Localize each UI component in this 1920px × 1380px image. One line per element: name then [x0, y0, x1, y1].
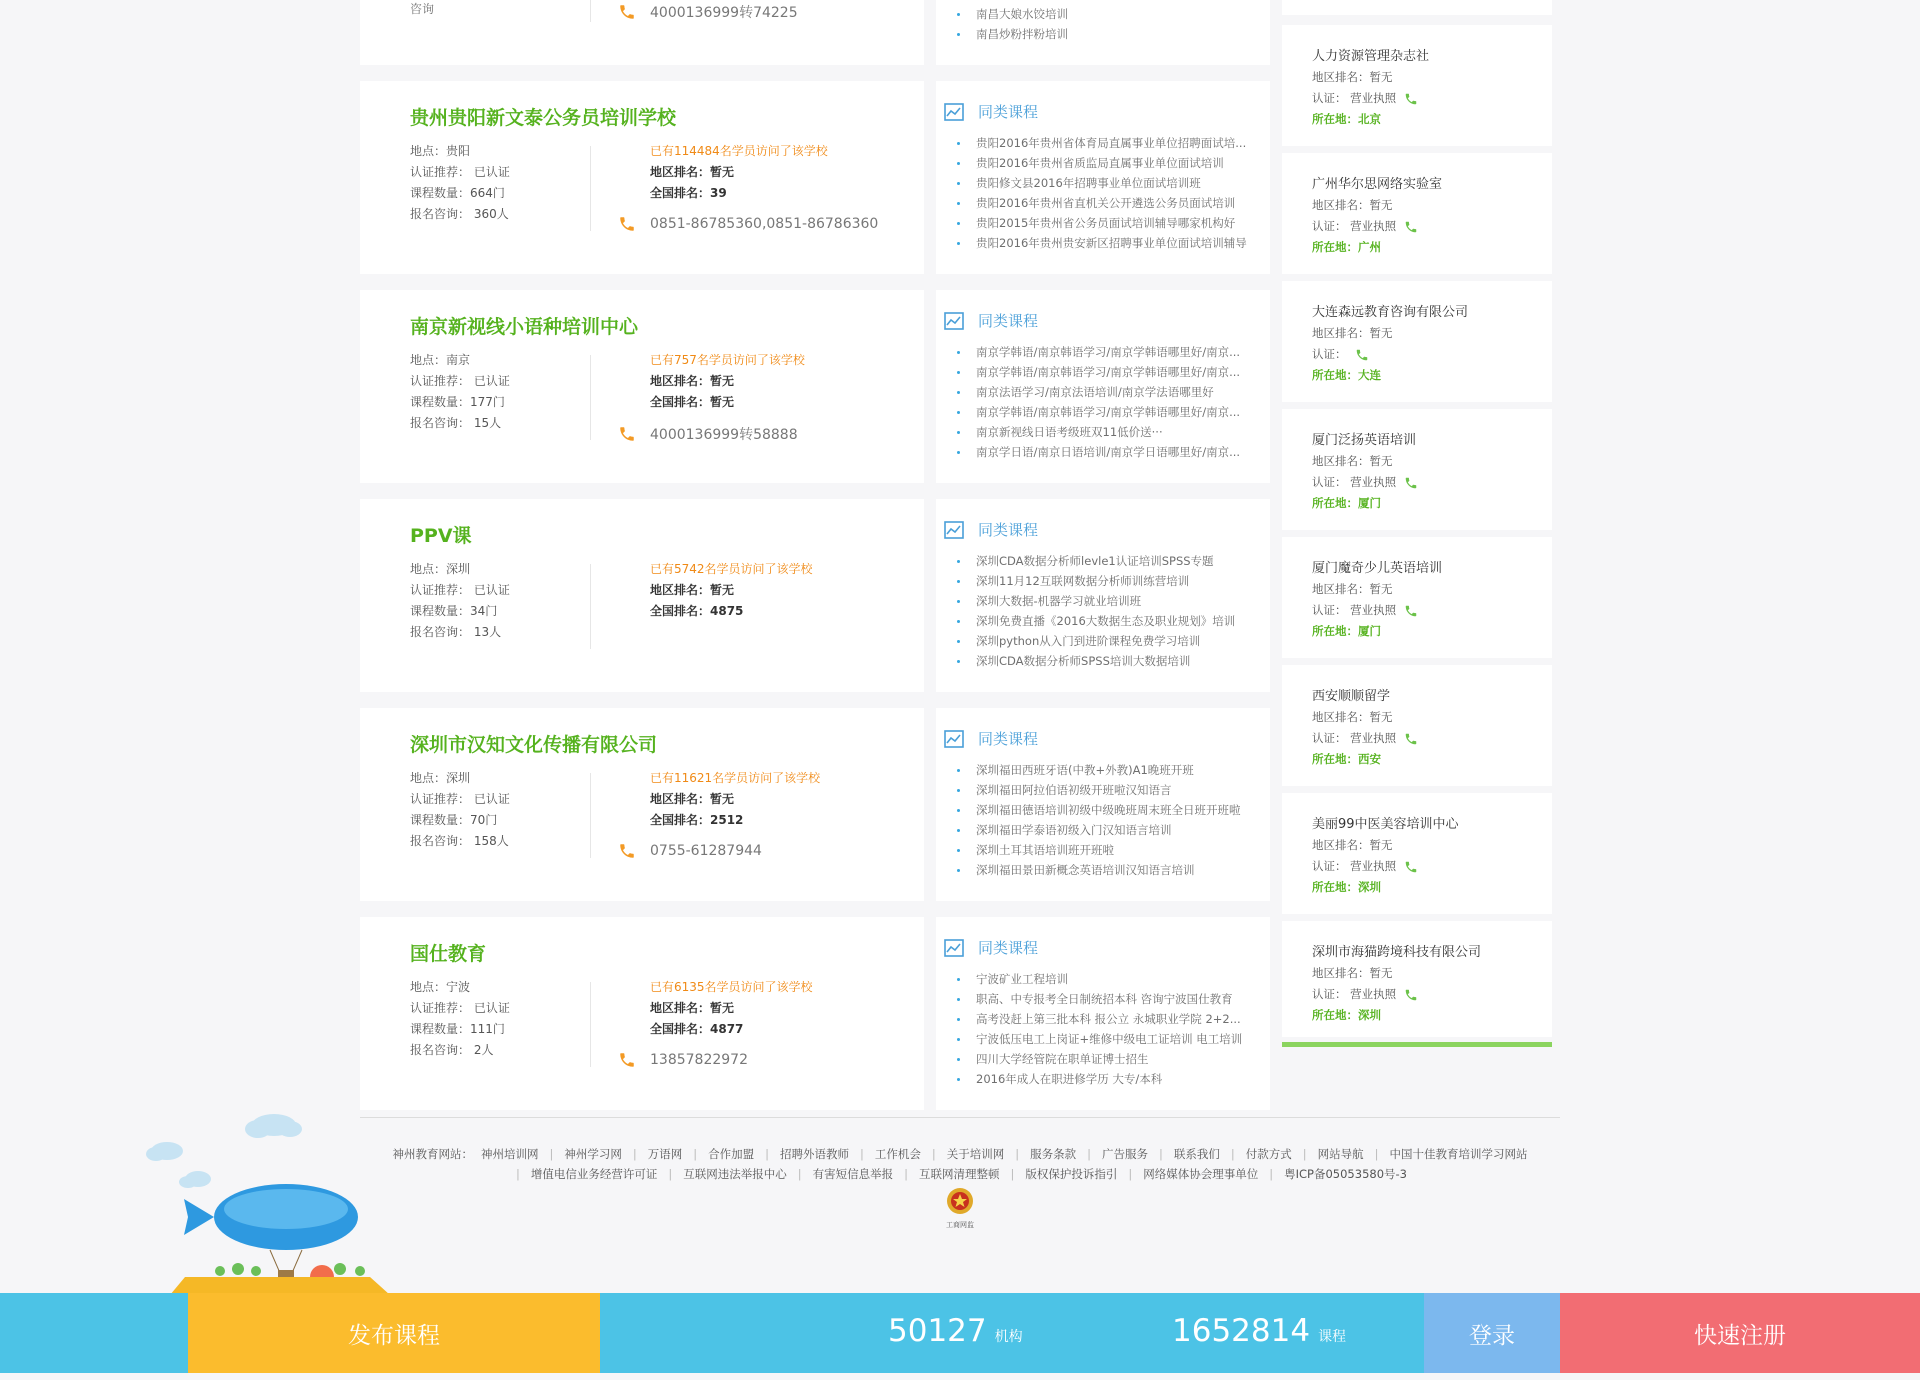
publish-course-button[interactable]: 发布课程 [188, 1293, 600, 1373]
footer-link[interactable]: 中国十佳教育培训学习网站 [1389, 1147, 1528, 1161]
course-link[interactable]: 深圳土耳其语培训班开班啦 [956, 840, 1256, 860]
region-rank: 地区排名：暂无 [650, 792, 735, 806]
footer-link[interactable]: 付款方式 [1245, 1147, 1292, 1161]
footer-link[interactable]: 服务条款 [1030, 1147, 1077, 1161]
phone-icon [1404, 604, 1418, 618]
institution-cert: 认证： 营业执照 [1312, 91, 1397, 105]
course-count: 1652814 [1172, 1313, 1311, 1349]
footer-link[interactable]: 工作机会 [874, 1147, 921, 1161]
related-courses-label[interactable]: 同类课程 [978, 730, 1039, 748]
school-stats [650, 350, 805, 413]
footer-link[interactable]: 神州培训网 [481, 1147, 539, 1161]
school-name-link[interactable]: PPV课 [410, 525, 472, 547]
course-link[interactable]: 南京学韩语/南京韩语学习/南京学韩语哪里好/南京... [956, 362, 1256, 382]
school-name-link[interactable]: 深圳市汉知文化传播有限公司 [410, 734, 658, 756]
visit-count: 已有11621名学员访问了该学校 [650, 771, 821, 785]
chart-icon [944, 521, 964, 539]
institution-card [1282, 25, 1552, 146]
phone-row [618, 424, 798, 444]
shield-badge-icon [945, 1186, 975, 1216]
school-course-count: 课程数量：111门 [410, 1022, 505, 1036]
institution-cert: 认证： 营业执照 [1312, 731, 1397, 745]
footer-link[interactable]: 合作加盟 [708, 1147, 755, 1161]
footer-link[interactable]: 版权保护投诉指引 [1025, 1167, 1118, 1181]
course-link[interactable]: 贵阳2016年贵州省直机关公开遴选公务员面试培训 [956, 193, 1256, 213]
footer-links-row1 [360, 1146, 1560, 1162]
institution-rank: 地区排名：暂无 [1312, 838, 1393, 852]
institution-cert-row [1312, 216, 1552, 237]
course-link[interactable]: 南昌大娘水饺培训 [956, 4, 1256, 24]
institution-card [1282, 793, 1552, 914]
related-courses-heading [944, 310, 1038, 331]
course-link[interactable]: 深圳福田景田新概念英语培训汉知语言培训 [956, 860, 1256, 880]
school-cert: 认证推荐： 已认证 [410, 165, 510, 179]
separator: | [1269, 1167, 1274, 1181]
institution-location: 所在地：厦门 [1312, 624, 1381, 638]
school-cert: 认证推荐： 已认证 [410, 583, 510, 597]
footer-link[interactable]: 招聘外语教师 [780, 1147, 849, 1161]
footer-link[interactable]: 神州学习网 [564, 1147, 622, 1161]
phone-icon [618, 215, 636, 233]
phone-number: 4000136999转58888 [650, 427, 798, 443]
school-card-partial [360, 0, 924, 65]
school-info [410, 977, 510, 1061]
institution-cert-row [1312, 856, 1552, 877]
institution-list-bottom-bar [1282, 1042, 1552, 1047]
school-card [360, 917, 924, 1110]
school-stats [650, 559, 813, 622]
institution-name-link[interactable]: 美丽99中医美容培训中心 [1312, 817, 1459, 832]
phone-icon [618, 842, 636, 860]
separator: | [860, 1147, 864, 1161]
course-link[interactable]: 贵阳修文县2016年招聘事业单位面试培训班 [956, 173, 1256, 193]
chart-icon [944, 939, 964, 957]
school-name-link[interactable]: 贵州贵阳新文泰公务员培训学校 [410, 107, 677, 129]
separator: | [797, 1167, 802, 1181]
separator: | [1159, 1147, 1163, 1161]
footer-link[interactable]: 网站导航 [1317, 1147, 1364, 1161]
course-link[interactable]: 贵阳2015年贵州省公务员面试培训辅导哪家机构好 [956, 213, 1256, 233]
region-rank: 地区排名：暂无 [650, 165, 735, 179]
national-rank: 全国排名：2512 [650, 813, 744, 827]
institution-name-link[interactable]: 人力资源管理杂志社 [1312, 49, 1430, 64]
institution-location: 所在地：北京 [1312, 112, 1381, 126]
course-link[interactable]: 深圳福田学泰语初级入门汉知语言培训 [956, 820, 1256, 840]
national-rank: 全国排名：4877 [650, 1022, 744, 1036]
footer-link[interactable]: 互联网清理整顿 [919, 1167, 1000, 1181]
phone-icon [618, 3, 636, 21]
institution-cert-row [1312, 344, 1552, 365]
footer-link[interactable]: 粤ICP备05053580号-3 [1284, 1167, 1407, 1181]
course-link[interactable]: 南京学韩语/南京韩语学习/南京学韩语哪里好/南京... [956, 342, 1256, 362]
institution-cert: 认证： 营业执照 [1312, 219, 1397, 233]
institution-name-link[interactable]: 厦门泛扬英语培训 [1312, 433, 1417, 448]
separator: | [1010, 1167, 1015, 1181]
footer-link[interactable]: 有害短信息举报 [812, 1167, 894, 1181]
course-list [956, 4, 1256, 44]
course-link[interactable]: 深圳福田阿拉伯语初级开班啦汉知语言 [956, 780, 1256, 800]
institution-name-link[interactable]: 大连森远教育咨询有限公司 [1312, 305, 1469, 320]
visit-count: 已有6135名学员访问了该学校 [650, 980, 813, 994]
institution-rank: 地区排名：暂无 [1312, 70, 1393, 84]
institution-cert-row [1312, 728, 1552, 749]
school-info-partial: 咨询 [410, 2, 435, 16]
chart-icon [944, 103, 964, 121]
separator: | [549, 1147, 554, 1161]
institution-rank: 地区排名：暂无 [1312, 966, 1393, 980]
phone-icon [618, 1051, 636, 1069]
login-button[interactable]: 登录 [1424, 1293, 1560, 1373]
phone-icon [1404, 476, 1418, 490]
related-courses-heading [944, 728, 1038, 749]
school-cert: 认证推荐： 已认证 [410, 1001, 510, 1015]
phone-number: 0851-86785360,0851-86786360 [650, 216, 879, 232]
institution-cert-row [1312, 984, 1552, 1005]
visit-count: 已有114484名学员访问了该学校 [650, 144, 828, 158]
phone-icon [1404, 92, 1418, 106]
course-link[interactable]: 贵阳2016年贵州省质监局直属事业单位面试培训 [956, 153, 1256, 173]
school-course-count: 课程数量：177门 [410, 395, 505, 409]
institution-cert-row [1312, 600, 1552, 621]
divider [590, 146, 591, 231]
institution-rank: 地区排名：暂无 [1312, 582, 1393, 596]
separator: | [765, 1147, 769, 1161]
national-rank: 全国排名：暂无 [650, 395, 735, 409]
related-courses-label[interactable]: 同类课程 [978, 521, 1039, 539]
institution-rank: 地区排名：暂无 [1312, 454, 1393, 468]
phone-icon [1355, 348, 1369, 362]
course-link[interactable]: 南京新视线日语考级班双11低价送··· [956, 422, 1256, 442]
course-link[interactable]: 深圳福田德语培训初级中级晚班周末班全日班开班啦 [956, 800, 1256, 820]
related-courses-card [936, 499, 1270, 692]
course-link[interactable]: 深圳CDA数据分析师levle1认证培训SPSS专题 [956, 551, 1256, 571]
phone-row [618, 2, 798, 22]
course-link[interactable]: 深圳大数据-机器学习就业培训班 [956, 591, 1256, 611]
region-rank: 地区排名：暂无 [650, 1001, 735, 1015]
institution-rank: 地区排名：暂无 [1312, 710, 1393, 724]
institution-card [1282, 921, 1552, 1037]
org-stat [888, 1313, 1023, 1349]
school-course-count: 课程数量：70门 [410, 813, 498, 827]
institution-cert: 认证： 营业执照 [1312, 603, 1397, 617]
course-link[interactable]: 南京学韩语/南京韩语学习/南京学韩语哪里好/南京... [956, 402, 1256, 422]
school-card [360, 708, 924, 901]
institution-name-link[interactable]: 深圳市海猫跨境科技有限公司 [1312, 945, 1482, 960]
phone-icon [1404, 988, 1418, 1002]
badge[interactable] [942, 1186, 978, 1230]
course-link[interactable]: 宁波低压电工上岗证+维修中级电工证培训 电工培训 [956, 1029, 1256, 1049]
school-card [360, 499, 924, 692]
phone-number: 4000136999转74225 [650, 5, 798, 21]
institution-location: 所在地：西安 [1312, 752, 1381, 766]
institution-cert-row [1312, 472, 1552, 493]
course-unit: 课程 [1318, 1329, 1347, 1345]
school-location: 地点：南京 [410, 353, 471, 367]
institution-rank: 地区排名：暂无 [1312, 198, 1393, 212]
footer-divider [360, 1117, 1560, 1118]
school-info [410, 141, 510, 225]
related-courses-card [936, 708, 1270, 901]
course-list [956, 551, 1256, 671]
footer-link[interactable]: 联系我们 [1173, 1147, 1220, 1161]
airship-illustration [140, 1105, 400, 1295]
institution-cert: 认证： 营业执照 [1312, 987, 1397, 1001]
separator: | [1128, 1167, 1133, 1181]
course-link[interactable]: 贵阳2016年贵州贵安新区招聘事业单位面试培训辅导 [956, 233, 1256, 253]
phone-row [618, 215, 878, 233]
institution-cert: 认证： 营业执照 [1312, 859, 1397, 873]
course-link[interactable]: 贵阳2016年贵州省体育局直属事业单位招聘面试培... [956, 133, 1256, 153]
separator: | [931, 1147, 936, 1161]
footer-link[interactable]: 网络媒体协会理事单位 [1143, 1167, 1259, 1181]
phone-row [618, 842, 762, 860]
school-consult: 报名咨询： 360人 [410, 207, 509, 221]
course-link[interactable]: 宁波矿业工程培训 [956, 969, 1256, 989]
phone-icon [1404, 860, 1418, 874]
footer-link[interactable]: 关于培训网 [946, 1147, 1005, 1161]
course-link[interactable]: 深圳CDA数据分析师SPSS培训大数据培训 [956, 651, 1256, 671]
region-rank: 地区排名：暂无 [650, 583, 735, 597]
course-stat [1172, 1313, 1346, 1349]
institution-name-link[interactable]: 西安顺顺留学 [1312, 689, 1391, 704]
national-rank: 全国排名：39 [650, 186, 727, 200]
school-info [410, 768, 510, 852]
separator: | [1087, 1147, 1091, 1161]
school-card [360, 81, 924, 274]
footer-links-row2 [360, 1166, 1560, 1182]
course-list [956, 133, 1256, 253]
school-course-count: 课程数量：34门 [410, 604, 498, 618]
institution-cert: 认证： 营业执照 [1312, 475, 1397, 489]
course-link[interactable]: 高考没赶上第三批本科 报公立 永城职业学院 2+2... [956, 1009, 1256, 1029]
school-stats [650, 768, 820, 831]
school-cert: 认证推荐： 已认证 [410, 792, 510, 806]
footer-link[interactable]: 增值电信业务经营许可证 [530, 1167, 658, 1181]
school-name-link[interactable]: 国仕教育 [410, 943, 487, 965]
school-consult: 报名咨询： 15人 [410, 416, 502, 430]
national-rank: 全国排名：4875 [650, 604, 744, 618]
school-location: 地点：宁波 [410, 980, 471, 994]
phone-icon [1404, 732, 1418, 746]
school-course-count: 课程数量：664门 [410, 186, 505, 200]
institution-name-link[interactable]: 广州华尔思网络实验室 [1312, 177, 1443, 192]
course-card-partial [936, 0, 1270, 65]
course-link[interactable]: 南京学日语/南京日语培训/南京学日语哪里好/南京... [956, 442, 1256, 462]
phone-number: 13857822972 [650, 1052, 748, 1068]
divider [590, 564, 591, 649]
related-courses-card [936, 290, 1270, 483]
institution-location: 所在地：大连 [1312, 368, 1381, 382]
institution-card [1282, 153, 1552, 274]
related-courses-card [936, 81, 1270, 274]
course-list [956, 969, 1256, 1089]
school-stats [650, 977, 813, 1040]
chart-icon [944, 312, 964, 330]
institution-card [1282, 537, 1552, 658]
related-courses-heading [944, 101, 1038, 122]
course-link[interactable]: 深圳免费直播《2016大数据生态及职业规划》培训 [956, 611, 1256, 631]
org-unit: 机构 [994, 1329, 1023, 1345]
school-card [360, 290, 924, 483]
course-link[interactable]: 南京法语学习/南京法语培训/南京学法语哪里好 [956, 382, 1256, 402]
course-link[interactable]: 2016年成人在职进修学历 大专/本科 [956, 1069, 1256, 1089]
divider [590, 355, 591, 440]
separator: | [1230, 1147, 1235, 1161]
course-link[interactable]: 南昌炒粉拌粉培训 [956, 24, 1256, 44]
school-name-link[interactable]: 南京新视线小语种培训中心 [410, 316, 639, 338]
school-location: 地点：深圳 [410, 771, 471, 785]
separator: | [1374, 1147, 1379, 1161]
institution-card [1282, 665, 1552, 786]
course-link[interactable]: 深圳11月12互联网数据分析师训练营培训 [956, 571, 1256, 591]
school-stats [650, 141, 828, 204]
school-location: 地点：深圳 [410, 562, 471, 576]
school-info [410, 350, 510, 434]
phone-row [618, 1051, 748, 1069]
bottom-bar [0, 1293, 1920, 1373]
course-link[interactable]: 深圳python从入门到进阶课程免费学习培训 [956, 631, 1256, 651]
footer-link[interactable]: 广告服务 [1102, 1147, 1148, 1161]
separator: | [668, 1167, 673, 1181]
divider [590, 0, 591, 22]
separator: | [516, 1167, 520, 1181]
institution-card-partial [1282, 0, 1552, 15]
related-courses-card [936, 917, 1270, 1110]
related-courses-heading [944, 519, 1038, 540]
separator: | [632, 1147, 637, 1161]
visit-count: 已有757名学员访问了该学校 [650, 353, 805, 367]
institution-location: 所在地：深圳 [1312, 1008, 1381, 1022]
institution-name-link[interactable]: 厦门魔奇少儿英语培训 [1312, 561, 1443, 576]
footer-link: 神州教育网站： [392, 1147, 473, 1161]
related-courses-label[interactable]: 同类课程 [978, 312, 1039, 330]
institution-rank: 地区排名：暂无 [1312, 326, 1393, 340]
divider [590, 773, 591, 858]
institution-cert: 认证： [1312, 347, 1347, 361]
related-courses-heading [944, 937, 1038, 958]
phone-icon [618, 425, 636, 443]
school-cert: 认证推荐： 已认证 [410, 374, 510, 388]
phone-icon [1404, 220, 1418, 234]
institution-card [1282, 409, 1552, 530]
course-link[interactable]: 深圳福田西班牙语(中教+外教)A1晚班开班 [956, 760, 1256, 780]
chart-icon [944, 730, 964, 748]
institution-location: 所在地：深圳 [1312, 880, 1381, 894]
institution-card [1282, 281, 1552, 402]
related-courses-label[interactable]: 同类课程 [978, 939, 1039, 957]
footer-link[interactable]: 万语网 [647, 1147, 683, 1161]
course-link[interactable]: 职高、中专报考全日制统招本科 咨询宁波国仕教育 [956, 989, 1256, 1009]
institution-location: 所在地：厦门 [1312, 496, 1381, 510]
phone-number: 0755-61287944 [650, 843, 762, 859]
badge-label: 工商网监 [946, 1221, 974, 1229]
school-consult: 报名咨询： 158人 [410, 834, 509, 848]
course-list [956, 760, 1256, 880]
footer-link[interactable]: 互联网违法举报中心 [683, 1167, 787, 1181]
org-count: 50127 [888, 1313, 987, 1349]
course-list [956, 342, 1256, 462]
register-button[interactable]: 快速注册 [1560, 1293, 1920, 1373]
region-rank: 地区排名：暂无 [650, 374, 735, 388]
school-consult: 报名咨询： 2人 [410, 1043, 494, 1057]
institution-location: 所在地：广州 [1312, 240, 1381, 254]
separator: | [693, 1147, 698, 1161]
divider [590, 982, 591, 1067]
related-courses-label[interactable]: 同类课程 [978, 103, 1039, 121]
institution-cert-row [1312, 88, 1552, 109]
school-consult: 报名咨询： 13人 [410, 625, 502, 639]
separator: | [904, 1167, 908, 1181]
separator: | [1015, 1147, 1020, 1161]
school-info [410, 559, 510, 643]
visit-count: 已有5742名学员访问了该学校 [650, 562, 813, 576]
course-link[interactable]: 四川大学经管院在职单证博士招生 [956, 1049, 1256, 1069]
separator: | [1302, 1147, 1307, 1161]
school-location: 地点：贵阳 [410, 144, 471, 158]
